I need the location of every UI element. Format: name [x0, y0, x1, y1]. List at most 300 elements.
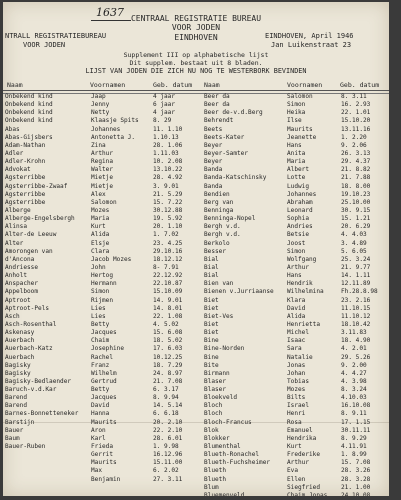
list-row — [3, 435, 198, 443]
document-page — [3, 2, 389, 496]
list-row — [201, 183, 389, 191]
person-first-name: Salomon — [287, 93, 313, 100]
person-birth-date: 15.10.09 — [153, 288, 183, 296]
list-row — [201, 256, 389, 264]
person-first-name: Israel — [287, 402, 310, 410]
person-surname: Andriesse — [5, 263, 39, 271]
person-birth-date: 1. 9.98 — [153, 443, 179, 451]
person-birth-date: 27. 3.11 — [153, 475, 183, 483]
person-birth-date: 4 jaar — [153, 93, 176, 100]
person-surname: Beyer — [204, 141, 223, 149]
person-surname: Barnes-Bonnetteneker — [5, 410, 79, 418]
person-surname: Barstijn — [5, 418, 35, 426]
person-first-name: Chaim — [91, 337, 110, 345]
list-row — [3, 476, 198, 484]
person-birth-date: 1.10.13 — [153, 133, 179, 141]
person-birth-date: 4.10.03 — [341, 394, 367, 402]
person-birth-date: 20. 1.10 — [153, 223, 183, 231]
person-surname: d'Ancona — [5, 255, 35, 263]
person-first-name: Johannes — [287, 190, 317, 198]
person-birth-date: 24. 8.97 — [153, 369, 183, 377]
person-birth-date: 16.10.08 — [341, 402, 371, 410]
person-first-name: Hertog — [91, 272, 114, 280]
list-row — [3, 231, 198, 239]
person-birth-date: 9. 2.06 — [341, 141, 367, 149]
person-surname: Bine — [204, 353, 219, 361]
person-birth-date: 14. 1.11 — [341, 272, 371, 280]
person-birth-date: 4.11.91 — [341, 443, 367, 451]
person-first-name: Heika — [287, 109, 306, 117]
person-surname: Adler — [5, 149, 24, 157]
person-surname: Bergh v.d. — [204, 231, 241, 239]
person-first-name: Benjamin — [91, 475, 121, 483]
list-row — [201, 386, 389, 394]
person-first-name: Mietje — [91, 182, 114, 190]
person-birth-date: 26. 3.13 — [341, 149, 371, 157]
list-row — [201, 476, 389, 484]
list-row — [201, 313, 389, 321]
person-surname: Bloch — [204, 402, 223, 410]
person-surname: Bien van — [204, 280, 234, 288]
list-row — [201, 280, 389, 288]
list-row — [201, 207, 389, 215]
list-row — [201, 117, 389, 125]
person-birth-date: 4. 2.01 — [341, 345, 367, 353]
person-surname: Biet — [204, 304, 219, 312]
list-row — [3, 256, 198, 264]
person-surname: Beets — [204, 125, 223, 133]
list-row — [201, 459, 389, 467]
letterhead-date: EINDHOVEN, April 1946 — [265, 32, 354, 40]
list-row — [3, 297, 198, 305]
person-birth-date: 17. 1.15 — [341, 418, 371, 426]
person-surname: Bloch — [204, 410, 223, 418]
list-row — [201, 272, 389, 280]
list-row — [3, 109, 198, 117]
col-header-name-left: Naam — [7, 81, 23, 89]
list-row — [201, 443, 389, 451]
list-row — [201, 150, 389, 158]
person-surname: Blueth — [204, 467, 227, 475]
person-surname: Bauer-Ruben — [5, 443, 46, 451]
list-row — [3, 101, 198, 109]
person-first-name: Hendrika — [287, 434, 317, 442]
list-row — [3, 321, 198, 329]
person-birth-date: 22.10.87 — [153, 280, 183, 288]
person-surname: Alberge-Engelsbergh — [5, 215, 75, 223]
person-birth-date: 14. 9.01 — [153, 296, 183, 304]
person-birth-date: 21. 8.82 — [341, 166, 371, 174]
person-first-name: Betsie — [287, 231, 310, 239]
list-row — [201, 362, 389, 370]
list-row — [3, 199, 198, 207]
list-row — [201, 174, 389, 182]
person-birth-date: 20. 2.10 — [153, 418, 183, 426]
person-birth-date: 6 jaar — [153, 101, 176, 109]
person-first-name: Frieda — [91, 443, 114, 451]
person-surname: Agsterribbe — [5, 190, 46, 198]
col-header-first-right: Voornamen — [287, 81, 323, 89]
person-birth-date: 11.10.12 — [341, 312, 371, 320]
person-surname: Onbekend kind — [5, 93, 53, 100]
person-first-name: Klara — [287, 296, 306, 304]
list-row — [3, 410, 198, 418]
list-row — [3, 288, 198, 296]
person-first-name: Joost — [287, 239, 306, 247]
list-row — [3, 337, 198, 345]
list-row — [201, 101, 389, 109]
person-surname: Biet — [204, 296, 219, 304]
list-row — [201, 93, 389, 101]
list-row — [3, 402, 198, 410]
person-first-name: Alida — [287, 312, 306, 320]
person-first-name: Franz — [91, 361, 110, 369]
list-row — [3, 386, 198, 394]
person-birth-date: 21. 7.08 — [153, 377, 183, 385]
list-row — [201, 378, 389, 386]
person-surname: Beer da — [204, 93, 230, 100]
person-surname: Agsterribbe — [5, 198, 46, 206]
list-row — [3, 451, 198, 459]
person-surname: Blok — [204, 426, 219, 434]
person-first-name: Lies — [91, 312, 106, 320]
person-birth-date: 13.11.16 — [341, 125, 371, 133]
person-first-name: Jacques — [91, 394, 117, 402]
person-birth-date: 4. 5.02 — [153, 320, 179, 328]
list-row — [201, 402, 389, 410]
person-birth-date: 1.11.03 — [153, 149, 179, 157]
person-surname: Alter-de Leeuw — [5, 231, 57, 239]
person-birth-date: 18. 4.90 — [341, 337, 371, 345]
person-surname: Benninga-Nopel — [204, 215, 256, 223]
person-birth-date: 18. 8.00 — [341, 182, 371, 190]
list-row — [3, 240, 198, 248]
person-birth-date: 15.10.20 — [341, 117, 371, 125]
list-row — [201, 370, 389, 378]
person-surname: Auerbach — [5, 337, 35, 345]
person-surname: Blueth — [204, 475, 227, 483]
person-first-name: Mietje — [91, 174, 114, 182]
person-first-name: Albert — [287, 166, 310, 174]
person-surname: Berkolo — [204, 239, 230, 247]
list-row — [201, 329, 389, 337]
list-row — [201, 191, 389, 199]
list-row — [201, 305, 389, 313]
person-first-name: Sara — [287, 345, 302, 353]
person-birth-date: 24.10.08 — [341, 491, 371, 496]
person-surname: Benninga — [204, 206, 234, 214]
supplement-title: Supplement III op alphabetische lijst — [123, 51, 269, 59]
list-row — [3, 191, 198, 199]
list-row — [3, 378, 198, 386]
person-surname: Barend — [5, 394, 28, 402]
person-surname: Blueth-Ronachel — [204, 451, 260, 459]
person-surname: Bagisky — [5, 369, 31, 377]
list-row — [3, 166, 198, 174]
person-first-name: Johan — [287, 369, 306, 377]
list-row — [201, 142, 389, 150]
list-row — [3, 117, 198, 125]
person-birth-date: 4 jaar — [153, 109, 176, 117]
list-row — [201, 248, 389, 256]
person-birth-date: 28. 4.92 — [153, 174, 183, 182]
person-first-name: Siegfried — [287, 483, 321, 491]
person-first-name: John — [91, 263, 106, 271]
person-first-name: Leonard — [287, 206, 313, 214]
person-first-name: Hans — [287, 272, 302, 280]
person-first-name: Rijmen — [91, 296, 114, 304]
person-first-name: Jeanette — [287, 133, 317, 141]
person-first-name: Wolfgang — [287, 255, 317, 263]
person-surname: Anspacher — [5, 280, 39, 288]
person-birth-date: 21. 1.00 — [341, 483, 371, 491]
person-surname: Adam-Nathan — [5, 141, 46, 149]
person-surname: Agsterribbe — [5, 174, 46, 182]
person-birth-date: 25. 3.24 — [341, 255, 371, 263]
person-surname: Blokker — [204, 434, 230, 442]
person-first-name: Rosa — [287, 418, 302, 426]
person-birth-date: 4. 4.27 — [341, 369, 367, 377]
list-row — [201, 199, 389, 207]
person-birth-date: 30.12.88 — [153, 206, 183, 214]
list-row — [3, 264, 198, 272]
person-birth-date: 12.11.89 — [341, 280, 371, 288]
list-row — [3, 126, 198, 134]
list-row — [3, 459, 198, 467]
person-birth-date: 17. 6.03 — [153, 345, 183, 353]
list-row — [201, 321, 389, 329]
person-birth-date: 22. 2.10 — [153, 426, 183, 434]
person-surname: Bienen v.Jurriaanse — [204, 288, 274, 296]
person-birth-date: 11. 1.10 — [153, 125, 183, 133]
person-surname: Beer da — [204, 101, 230, 109]
person-birth-date: 13.10.22 — [153, 166, 183, 174]
list-row — [201, 223, 389, 231]
list-row — [3, 223, 198, 231]
list-row — [201, 410, 389, 418]
person-birth-date: 11.10.15 — [341, 304, 371, 312]
person-surname: Auerbach — [5, 353, 35, 361]
person-first-name: Wilhelm — [91, 369, 117, 377]
person-surname: Bagisky — [5, 361, 31, 369]
list-row — [201, 394, 389, 402]
list-row — [3, 134, 198, 142]
person-first-name: Netty — [91, 109, 110, 117]
person-first-name: Hendrik — [287, 280, 313, 288]
person-first-name: Rachel — [91, 353, 114, 361]
person-birth-date: 15. 7.22 — [153, 198, 183, 206]
person-first-name: Michel — [287, 329, 310, 337]
person-surname: Asch-Rosenthal — [5, 320, 57, 328]
list-row — [201, 288, 389, 296]
list-row — [3, 427, 198, 435]
person-first-name: Henri — [287, 410, 306, 418]
person-birth-date: 1. 2.20 — [341, 133, 367, 141]
person-surname: Banda — [204, 182, 223, 190]
person-surname: Aptroot — [5, 296, 31, 304]
person-surname: Blumenthal — [204, 443, 241, 451]
person-first-name: Andries — [287, 223, 313, 231]
list-row — [201, 435, 389, 443]
list-row — [3, 467, 198, 475]
person-birth-date: 16. 2.93 — [341, 101, 371, 109]
person-first-name: Ellen — [287, 475, 306, 483]
letterhead-left-line2: VOOR JODEN — [23, 41, 66, 49]
person-surname: Barend — [5, 402, 28, 410]
col-header-first-left: Voornamen — [90, 81, 126, 89]
list-row — [3, 345, 198, 353]
person-surname: Aptroot-Pels — [5, 304, 50, 312]
person-surname: Baum — [5, 434, 20, 442]
person-first-name: Regina — [91, 158, 114, 166]
person-birth-date: 28. 3.28 — [341, 475, 371, 483]
list-row — [3, 142, 198, 150]
person-first-name: Eva — [287, 467, 299, 475]
person-surname: Bine — [204, 337, 219, 345]
person-surname: Bite — [204, 361, 219, 369]
person-birth-date: 23. 2.16 — [341, 296, 371, 304]
person-birth-date: 8. 9.94 — [153, 394, 179, 402]
person-birth-date: 14. 5.14 — [153, 402, 183, 410]
person-surname: Onbekend kind — [5, 117, 53, 125]
person-first-name: Natalie — [287, 353, 313, 361]
person-first-name: Mozes — [91, 206, 110, 214]
list-title: LIJST VAN JODEN DIE ZICH NU NOG TE WESTERBORK BEVINDEN — [85, 67, 307, 75]
person-first-name: Simon — [91, 288, 110, 296]
person-first-name: Anita — [287, 149, 306, 157]
person-surname: Onbekend kind — [5, 101, 53, 109]
person-birth-date: 3.11.83 — [341, 329, 367, 337]
person-birth-date: 8. 3.24 — [341, 386, 367, 394]
list-row — [3, 158, 198, 166]
person-first-name: Emanuel — [287, 426, 313, 434]
person-first-name: Jaap — [91, 93, 106, 100]
list-row — [201, 264, 389, 272]
person-first-name: Ludwig — [287, 182, 310, 190]
person-first-name: Johannes — [91, 125, 121, 133]
list-row — [201, 126, 389, 134]
person-birth-date: 6. 6.18 — [153, 410, 179, 418]
person-first-name: Maurits — [91, 418, 117, 426]
list-row — [3, 215, 198, 223]
person-first-name: Clara — [91, 247, 110, 255]
col-header-date-left: Geb. datum — [153, 81, 193, 89]
person-birth-date: 16.12.96 — [153, 451, 183, 459]
list-row — [3, 329, 198, 337]
person-birth-date: 5. 6.05 — [341, 247, 367, 255]
person-first-name: Arthur — [287, 263, 310, 271]
person-surname: Appelboom — [5, 288, 39, 296]
person-birth-date: 14. 8.01 — [153, 304, 183, 312]
supplement-note: Dit supplem. bestaat uit 8 bladen. — [129, 59, 263, 67]
person-first-name: Antonetta J. — [91, 133, 136, 141]
list-row — [3, 207, 198, 215]
person-birth-date: 15. 7.08 — [341, 459, 371, 467]
person-first-name: Maria — [91, 215, 110, 223]
person-surname: Bloekveld — [204, 394, 238, 402]
person-first-name: Arthur — [287, 459, 310, 467]
person-first-name: Kurt — [91, 223, 106, 231]
list-row — [201, 166, 389, 174]
person-surname: Bial — [204, 263, 219, 271]
person-surname: Alberge — [5, 206, 31, 214]
list-row — [201, 297, 389, 305]
person-surname: Banda-Katschinsky — [204, 174, 267, 182]
person-birth-date: 8- 7.91 — [153, 263, 179, 271]
person-birth-date: 21. 5.29 — [153, 190, 183, 198]
person-birth-date: 15.11.00 — [153, 459, 183, 467]
person-birth-date: 8. 3.11 — [341, 93, 367, 100]
list-row — [201, 240, 389, 248]
person-birth-date: 29.10.16 — [153, 247, 183, 255]
left-column-list — [3, 93, 198, 484]
person-first-name: Hans — [287, 141, 302, 149]
person-first-name: Ilse — [287, 117, 302, 125]
person-first-name: Zina — [91, 141, 106, 149]
person-birth-date: 18. 7.29 — [153, 361, 183, 369]
person-birth-date: 29. 5.26 — [341, 353, 371, 361]
person-birth-date: 30. 9.15 — [341, 206, 371, 214]
person-birth-date: 21. 9.77 — [341, 263, 371, 271]
person-first-name: Isaac — [287, 337, 306, 345]
person-birth-date: 4. 4.03 — [341, 231, 367, 239]
person-surname: Blaser — [204, 386, 227, 394]
person-first-name: Abraham — [287, 198, 313, 206]
person-first-name: Henrietta — [287, 320, 321, 328]
person-surname: Blum — [204, 483, 219, 491]
person-first-name: Tobias — [287, 377, 310, 385]
person-birth-date: 1. 7.02 — [153, 231, 179, 239]
person-birth-date: 10.12.25 — [153, 353, 183, 361]
list-row — [201, 451, 389, 459]
list-row — [3, 443, 198, 451]
person-surname: Blaser — [204, 377, 227, 385]
person-surname: Abas-Gijsbers — [5, 133, 53, 141]
person-birth-date: 8. 29 — [153, 117, 172, 125]
person-first-name: Simon — [287, 101, 306, 109]
person-first-name: Josephine — [91, 345, 125, 353]
list-row — [201, 158, 389, 166]
list-row — [3, 174, 198, 182]
list-row — [3, 370, 198, 378]
person-birth-date: 18.12.12 — [153, 255, 183, 263]
person-first-name: Klaasje Spits — [91, 117, 139, 125]
person-first-name: Betty — [91, 320, 110, 328]
person-first-name: Maurits — [287, 125, 313, 133]
list-row — [3, 354, 198, 362]
paper-fold — [3, 422, 389, 423]
person-surname: Bendien — [204, 190, 230, 198]
person-surname: Beyer-Samter — [204, 149, 249, 157]
list-row — [201, 215, 389, 223]
person-first-name: Simon — [287, 247, 306, 255]
person-first-name: Hermann — [91, 280, 117, 288]
person-first-name: Lotte — [287, 174, 306, 182]
person-first-name: Bilts — [287, 394, 306, 402]
person-surname: Anholt — [5, 272, 28, 280]
person-birth-date: 20. 6.29 — [341, 223, 371, 231]
list-row — [3, 183, 198, 191]
person-birth-date: 9. 2.00 — [341, 361, 367, 369]
list-row — [201, 492, 389, 496]
list-row — [201, 345, 389, 353]
person-birth-date: 1. 8.99 — [341, 451, 367, 459]
person-first-name: Frederike — [287, 451, 321, 459]
list-row — [201, 484, 389, 492]
person-birth-date: 23. 4.25 — [153, 239, 183, 247]
list-row — [201, 427, 389, 435]
person-first-name: Walter — [91, 166, 114, 174]
